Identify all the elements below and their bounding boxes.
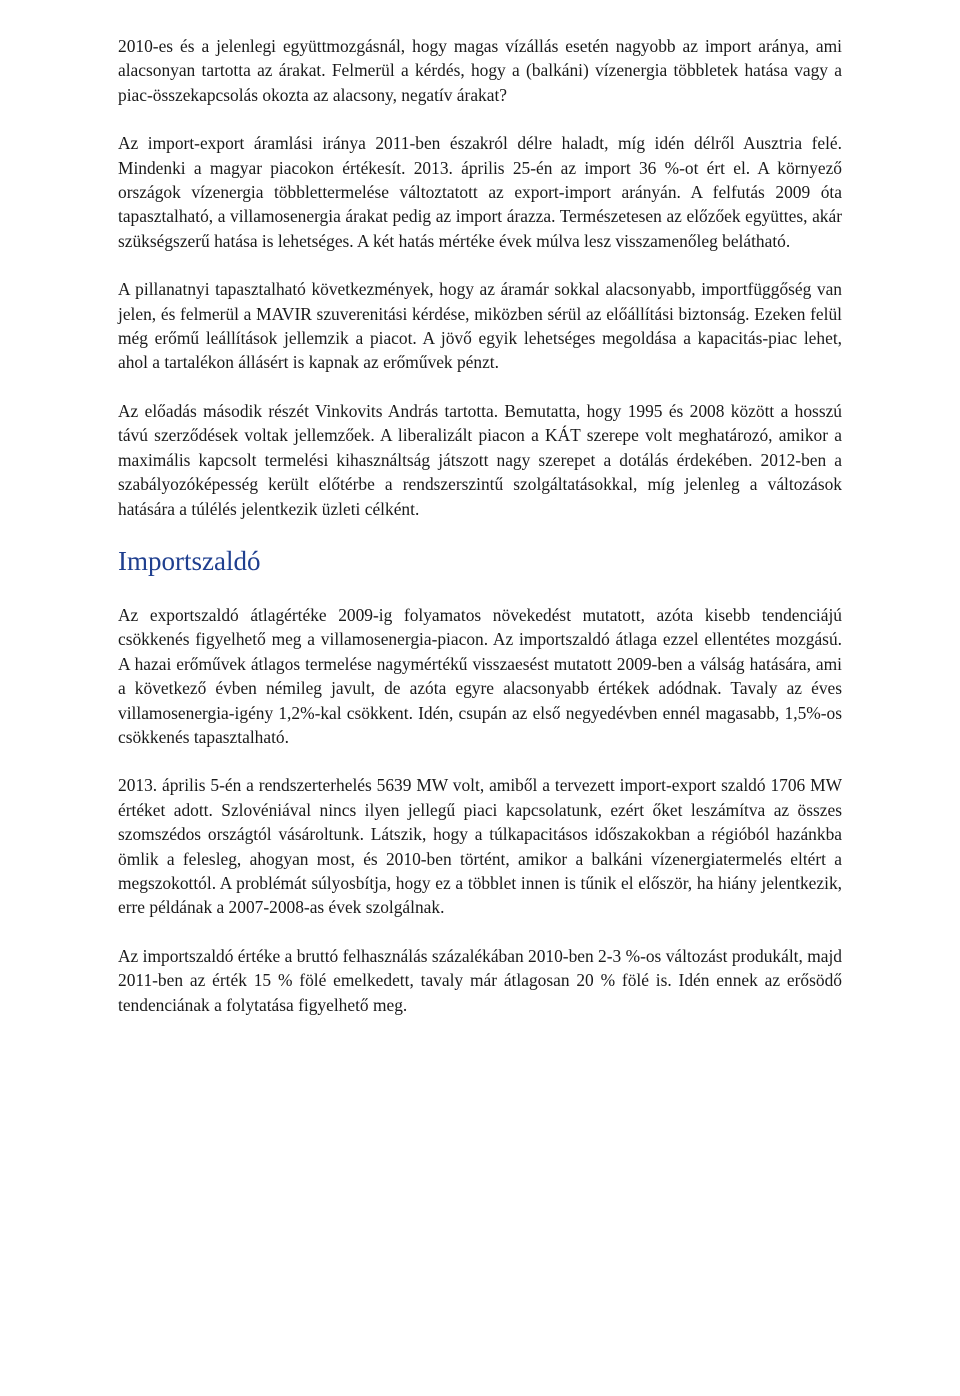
paragraph-flow-direction: Az import-export áramlási iránya 2011-ben északról délre haladt, míg idén délről Ausztria felé. Mindenki a magyar piacokon értékesít. 2013. április 25-én az import 36 %-ot ért el. A környező országok vízenergia többlettermelése változtatott az export-import arányán. A felfutás 2009 óta tapasztalható, a villamosenergia árakat pedig az import árazza. Természetesen az előzőek együttes, akár szükségszerű hatása is lehetséges. A két hatás mértéke évek múlva lesz visszamenőleg belátható. [118, 133, 842, 251]
section-heading: Importszaldó [118, 545, 261, 576]
paragraph-export-balance: Az exportszaldó átlagértéke 2009-ig folyamatos növekedést mutatott, azóta kisebb tendenciájú csökkenés figyelhető meg a villamosenergia-piacon. Az importszaldó átlaga ezzel ellentétes mozgású. A hazai erőművek átlagos termelése nagymértékű visszaesést mutatott 2009-ben a válság hatására, ami a következő évben némileg javult, de azóta egyre alacsonyabb értékek adódnak. Tavaly az éves villamosenergia-igény 1,2%-kal csökkent. Idén, csupán az első negyedévben ennél magasabb, 1,5%-os csökkenés tapasztalható. [118, 604, 842, 747]
paragraph-second-part: Az előadás második részét Vinkovits András tartotta. Bemutatta, hogy 1995 és 2008 között a hosszú távú szerződések voltak jellemzőek. A liberalizált piacon a KÁT szerepe volt meghatározó, amikor a maximális kapcsolt termelési kihasználtság játszott nagy szerepet a dotálás érdekében. 2012-ben a szabályozóképesség került előtérbe a rendszerszintű szolgáltatásokkal, míg jelenleg a változások hatására a túlélés jelentkezik üzleti célként. [118, 400, 842, 519]
paragraph-consequences: A pillanatnyi tapasztalható következmények, hogy az áramár sokkal alacsonyabb, importfüggőség van jelen, és felmerül a MAVIR szuverenitási kérdése, miközben sérül az előállítási biztonság. Ezeken felül még erőmű leállítások jellemzik a piacot. A jövő egyik lehetséges megoldása a kapacitás-piac lehet, ahol a tartalékon állásért is kapnak az erőművek pénzt. [118, 279, 842, 373]
paragraph-import-share: Az importszaldó értéke a bruttó felhasználás százalékában 2010-ben 2-3 %-os változást produkált, majd 2011-ben az érték 15 % fölé emelkedett, tavaly már átlagosan 20 % fölé is. Idén ennek az erősödő tendenciának a folytatása figyelhető meg. [118, 945, 842, 1015]
paragraph-water-import: 2010-es és a jelenlegi együttmozgásnál, hogy magas vízállás esetén nagyobb az import aránya, ami alacsonyan tartotta az árakat. Felmerül a kérdés, hogy a (balkáni) vízenergia többletek hatása vagy a piac-összekapcsolás okozta az alacsony, negatív árakat? [118, 36, 842, 105]
paragraph-system-load: 2013. április 5-én a rendszerterhelés 5639 MW volt, amiből a tervezett import-export szaldó 1706 MW értéket adott. Szlovéniával nincs ilyen jellegű piaci kapcsolatunk, ezért őket leszámítva az összes szomszédos országtól vásároltunk. Látszik, hogy a túlkapacitásos időszakokban a régióból hazánkba ömlik a felesleg, ahogyan most, és 2010-ben történt, amikor a balkáni vízenergiatermelés eltért a megszokottól. A problémát súlyosbítja, hogy ez a többlet innen is tűnik el először, ha hiány jelentkezik, erre példának a 2007-2008-as évek szolgálnak. [118, 775, 842, 918]
document-page [118, 34, 842, 1041]
